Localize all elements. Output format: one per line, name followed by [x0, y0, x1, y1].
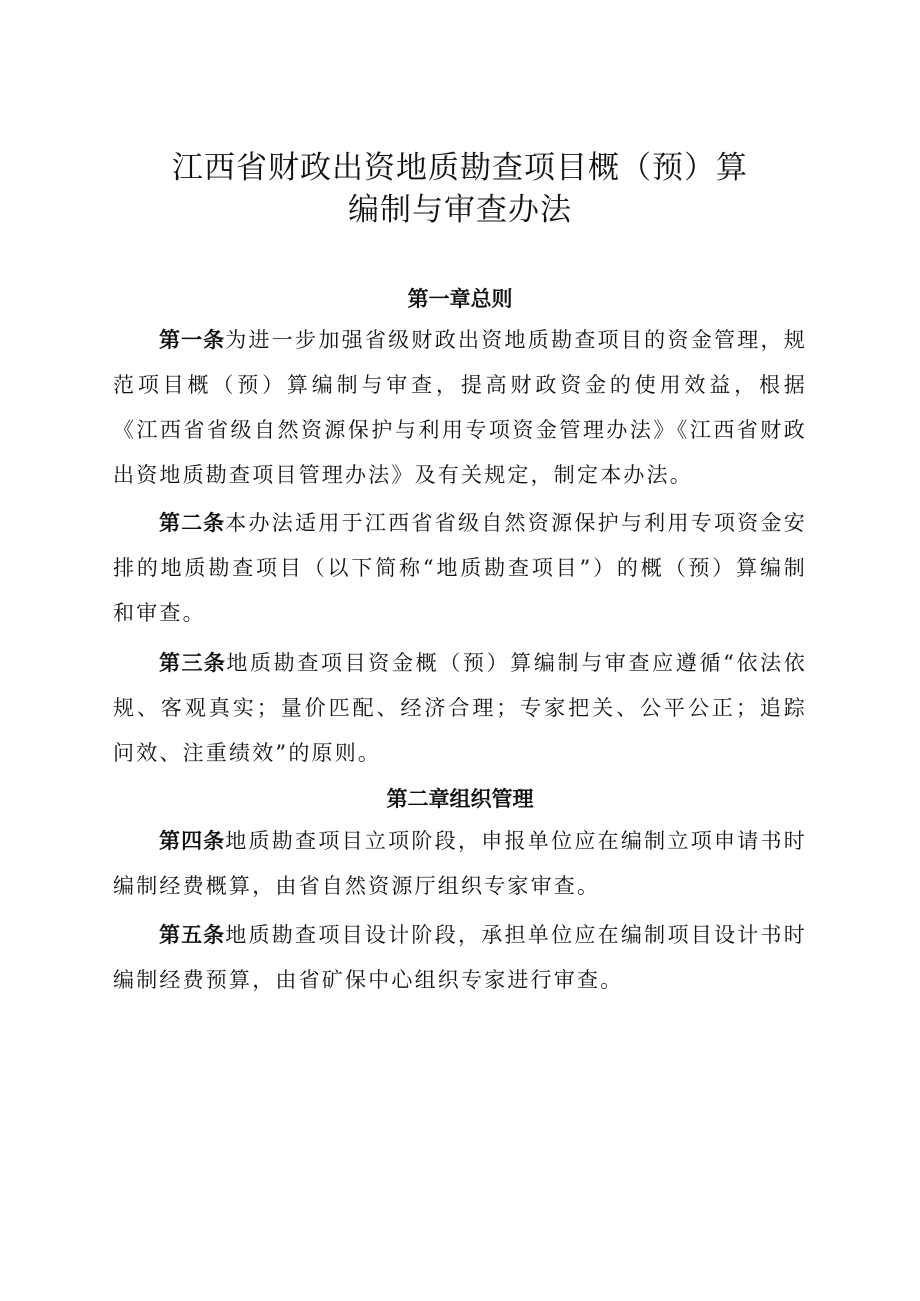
chapter-heading-1: 第一章总则 — [407, 287, 513, 311]
article-number: 第二条 — [159, 511, 226, 535]
chapter-heading-2: 第二章组织管理 — [386, 787, 534, 811]
document-title-line-2: 编制与审查办法 — [348, 192, 572, 228]
article-text: 地质勘查项目立项阶段，申报单位应在编制立项申请书时编制经费概算，由省自然资源厅组织专家审查。 — [113, 829, 808, 898]
article-5 — [113, 913, 807, 1003]
article-number: 第四条 — [159, 829, 226, 853]
article-1 — [113, 318, 807, 498]
article-number: 第五条 — [159, 923, 226, 947]
article-number: 第一条 — [159, 328, 226, 352]
article-text: 本办法适用于江西省省级自然资源保护与利用专项资金安排的地质勘查项目（以下简称“地质勘查项目”）的概（预）算编制和审查。 — [113, 511, 808, 625]
article-3 — [113, 641, 807, 776]
article-4 — [113, 819, 807, 909]
article-number: 第三条 — [159, 651, 227, 675]
article-text: 为进一步加强省级财政出资地质勘查项目的资金管理，规范项目概（预）算编制与审查，提高财政资金的使用效益，根据《江西省省级自然资源保护与利用专项资金管理办法》《江西省财政出资地质勘查项目管理办法》及有关规定，制定本办法。 — [113, 328, 808, 487]
document-title-line-1: 江西省财政出资地质勘查项目概（预）算 — [172, 150, 748, 186]
article-text: 地质勘查项目设计阶段，承担单位应在编制项目设计书时编制经费预算，由省矿保中心组织专家进行审查。 — [113, 923, 808, 992]
article-2 — [113, 501, 807, 636]
article-text: 地质勘查项目资金概（预）算编制与审查应遵循“依法依规、客观真实；量价匹配、经济合理；专家把关、公平公正；追踪问效、注重绩效”的原则。 — [113, 651, 808, 765]
